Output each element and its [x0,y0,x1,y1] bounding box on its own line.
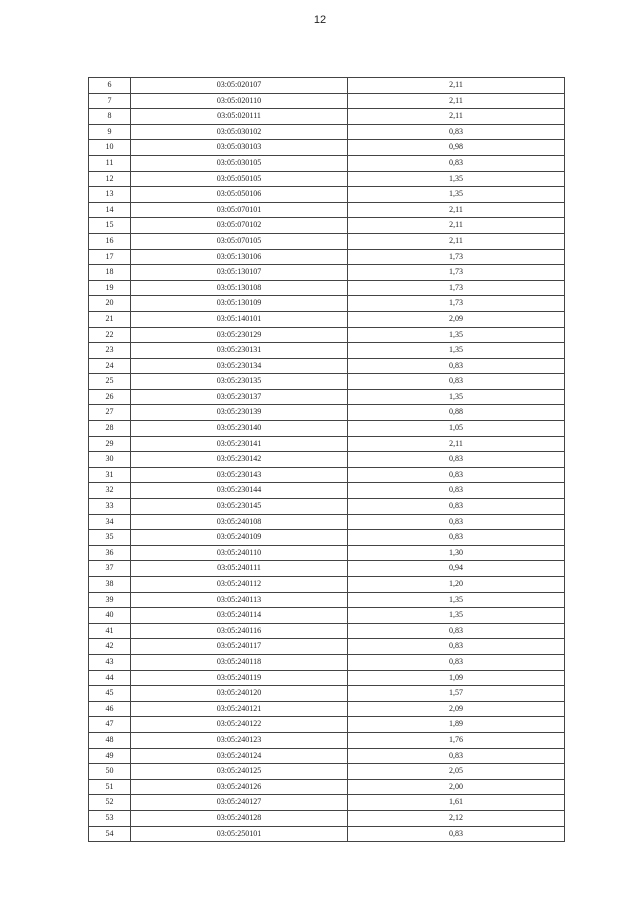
value-cell: 2,09 [348,311,565,327]
table-row [89,826,565,842]
value-cell: 1,73 [348,249,565,265]
cadastral-number-cell: 03:05:070101 [131,202,348,218]
row-number-cell: 35 [89,530,131,546]
cadastral-number-cell: 03:05:140101 [131,311,348,327]
row-number-cell: 11 [89,155,131,171]
row-number-cell: 43 [89,654,131,670]
cadastral-number-cell: 03:05:240112 [131,577,348,593]
row-number-cell: 51 [89,779,131,795]
value-cell: 0,83 [348,467,565,483]
table-row [89,452,565,468]
value-cell: 1,35 [348,187,565,203]
cadastral-number-cell: 03:05:240120 [131,686,348,702]
cadastral-number-cell: 03:05:240114 [131,608,348,624]
table-row [89,374,565,390]
value-cell: 1,73 [348,265,565,281]
value-cell: 0,83 [348,374,565,390]
table-row [89,717,565,733]
table-row [89,327,565,343]
row-number-cell: 15 [89,218,131,234]
row-number-cell: 8 [89,109,131,125]
row-number-cell: 31 [89,467,131,483]
cadastral-number-cell: 03:05:250101 [131,826,348,842]
value-cell: 0,83 [348,452,565,468]
value-cell: 1,20 [348,577,565,593]
value-cell: 2,11 [348,436,565,452]
row-number-cell: 29 [89,436,131,452]
cadastral-number-cell: 03:05:130109 [131,296,348,312]
value-cell: 1,89 [348,717,565,733]
row-number-cell: 26 [89,389,131,405]
cadastral-number-cell: 03:05:240128 [131,810,348,826]
value-cell: 1,61 [348,795,565,811]
cadastral-number-cell: 03:05:240123 [131,732,348,748]
cadastral-number-cell: 03:05:240116 [131,623,348,639]
row-number-cell: 14 [89,202,131,218]
value-cell: 2,09 [348,701,565,717]
value-cell: 0,83 [348,358,565,374]
row-number-cell: 12 [89,171,131,187]
table-row [89,779,565,795]
table-row [89,732,565,748]
row-number-cell: 42 [89,639,131,655]
row-number-cell: 27 [89,405,131,421]
value-cell: 1,73 [348,296,565,312]
cadastral-number-cell: 03:05:240111 [131,561,348,577]
row-number-cell: 36 [89,545,131,561]
table-row [89,358,565,374]
table-row [89,514,565,530]
cadastral-number-cell: 03:05:020107 [131,78,348,94]
table-row [89,343,565,359]
row-number-cell: 40 [89,608,131,624]
row-number-cell: 16 [89,233,131,249]
cadastral-number-cell: 03:05:230134 [131,358,348,374]
data-table [88,77,565,842]
cadastral-number-cell: 03:05:240117 [131,639,348,655]
value-cell: 2,00 [348,779,565,795]
cadastral-number-cell: 03:05:070102 [131,218,348,234]
value-cell: 1,09 [348,670,565,686]
table-row [89,701,565,717]
cadastral-number-cell: 03:05:240113 [131,592,348,608]
cadastral-number-cell: 03:05:230141 [131,436,348,452]
value-cell: 0,83 [348,155,565,171]
value-cell: 0,94 [348,561,565,577]
value-cell: 0,83 [348,623,565,639]
table-row [89,124,565,140]
value-cell: 1,35 [348,592,565,608]
row-number-cell: 30 [89,452,131,468]
cadastral-number-cell: 03:05:130106 [131,249,348,265]
row-number-cell: 39 [89,592,131,608]
value-cell: 2,11 [348,218,565,234]
row-number-cell: 13 [89,187,131,203]
table-row [89,155,565,171]
value-cell: 0,83 [348,124,565,140]
value-cell: 2,11 [348,93,565,109]
row-number-cell: 24 [89,358,131,374]
cadastral-number-cell: 03:05:230129 [131,327,348,343]
value-cell: 1,30 [348,545,565,561]
row-number-cell: 53 [89,810,131,826]
value-cell: 1,35 [348,389,565,405]
value-cell: 1,35 [348,327,565,343]
value-cell: 1,35 [348,608,565,624]
table-row [89,296,565,312]
row-number-cell: 10 [89,140,131,156]
value-cell: 1,76 [348,732,565,748]
table-row [89,561,565,577]
cadastral-number-cell: 03:05:070105 [131,233,348,249]
cadastral-number-cell: 03:05:240119 [131,670,348,686]
table-row [89,233,565,249]
cadastral-number-cell: 03:05:230144 [131,483,348,499]
cadastral-number-cell: 03:05:230139 [131,405,348,421]
cadastral-number-cell: 03:05:030102 [131,124,348,140]
table-row [89,467,565,483]
cadastral-number-cell: 03:05:240126 [131,779,348,795]
row-number-cell: 33 [89,499,131,515]
table-row [89,171,565,187]
table-row [89,592,565,608]
table-row [89,78,565,94]
table-row [89,499,565,515]
value-cell: 1,05 [348,421,565,437]
value-cell: 2,11 [348,109,565,125]
row-number-cell: 47 [89,717,131,733]
table-row [89,93,565,109]
cadastral-number-cell: 03:05:230131 [131,343,348,359]
table-row [89,280,565,296]
table-row [89,140,565,156]
table-row [89,795,565,811]
cadastral-number-cell: 03:05:230135 [131,374,348,390]
value-cell: 0,83 [348,499,565,515]
cadastral-number-cell: 03:05:020111 [131,109,348,125]
table-row [89,530,565,546]
row-number-cell: 37 [89,561,131,577]
row-number-cell: 38 [89,577,131,593]
row-number-cell: 21 [89,311,131,327]
table-row [89,545,565,561]
cadastral-number-cell: 03:05:130107 [131,265,348,281]
table-row [89,202,565,218]
value-cell: 1,35 [348,171,565,187]
row-number-cell: 18 [89,265,131,281]
row-number-cell: 22 [89,327,131,343]
page-number: 12 [313,14,327,26]
value-cell: 0,83 [348,654,565,670]
table-row [89,249,565,265]
row-number-cell: 54 [89,826,131,842]
cadastral-number-cell: 03:05:240108 [131,514,348,530]
row-number-cell: 9 [89,124,131,140]
table-row [89,311,565,327]
row-number-cell: 19 [89,280,131,296]
value-cell: 0,83 [348,748,565,764]
row-number-cell: 17 [89,249,131,265]
cadastral-number-cell: 03:05:240127 [131,795,348,811]
table-row [89,436,565,452]
cadastral-number-cell: 03:05:030103 [131,140,348,156]
table-row [89,623,565,639]
table-row [89,810,565,826]
cadastral-number-cell: 03:05:240121 [131,701,348,717]
row-number-cell: 23 [89,343,131,359]
cadastral-number-cell: 03:05:230140 [131,421,348,437]
table-row [89,421,565,437]
cadastral-number-cell: 03:05:230137 [131,389,348,405]
value-cell: 2,12 [348,810,565,826]
row-number-cell: 46 [89,701,131,717]
value-cell: 1,35 [348,343,565,359]
value-cell: 0,88 [348,405,565,421]
value-cell: 2,11 [348,233,565,249]
row-number-cell: 6 [89,78,131,94]
table-row [89,654,565,670]
row-number-cell: 52 [89,795,131,811]
table-row [89,686,565,702]
value-cell: 0,83 [348,483,565,499]
cadastral-number-cell: 03:05:230145 [131,499,348,515]
cadastral-number-cell: 03:05:130108 [131,280,348,296]
table-row [89,577,565,593]
row-number-cell: 25 [89,374,131,390]
cadastral-number-cell: 03:05:240122 [131,717,348,733]
row-number-cell: 28 [89,421,131,437]
table-row [89,187,565,203]
table-row [89,639,565,655]
row-number-cell: 32 [89,483,131,499]
cadastral-number-cell: 03:05:030105 [131,155,348,171]
value-cell: 0,83 [348,826,565,842]
row-number-cell: 7 [89,93,131,109]
cadastral-number-cell: 03:05:020110 [131,93,348,109]
row-number-cell: 44 [89,670,131,686]
cadastral-number-cell: 03:05:240109 [131,530,348,546]
cadastral-number-cell: 03:05:240110 [131,545,348,561]
cadastral-number-cell: 03:05:230143 [131,467,348,483]
table-row [89,670,565,686]
value-cell: 2,11 [348,78,565,94]
row-number-cell: 48 [89,732,131,748]
value-cell: 2,11 [348,202,565,218]
row-number-cell: 50 [89,764,131,780]
table-row [89,483,565,499]
row-number-cell: 49 [89,748,131,764]
table-row [89,764,565,780]
value-cell: 0,83 [348,514,565,530]
table-body [89,78,565,842]
cadastral-number-cell: 03:05:050106 [131,187,348,203]
value-cell: 0,83 [348,530,565,546]
cadastral-number-cell: 03:05:240124 [131,748,348,764]
table-row [89,218,565,234]
cadastral-number-cell: 03:05:240125 [131,764,348,780]
row-number-cell: 45 [89,686,131,702]
table-row [89,748,565,764]
table-row [89,109,565,125]
value-cell: 1,73 [348,280,565,296]
cadastral-number-cell: 03:05:240118 [131,654,348,670]
table-row [89,265,565,281]
row-number-cell: 41 [89,623,131,639]
row-number-cell: 20 [89,296,131,312]
table-row [89,608,565,624]
cadastral-number-cell: 03:05:050105 [131,171,348,187]
value-cell: 1,57 [348,686,565,702]
row-number-cell: 34 [89,514,131,530]
value-cell: 0,83 [348,639,565,655]
table-row [89,389,565,405]
value-cell: 2,05 [348,764,565,780]
cadastral-number-cell: 03:05:230142 [131,452,348,468]
table-row [89,405,565,421]
value-cell: 0,98 [348,140,565,156]
